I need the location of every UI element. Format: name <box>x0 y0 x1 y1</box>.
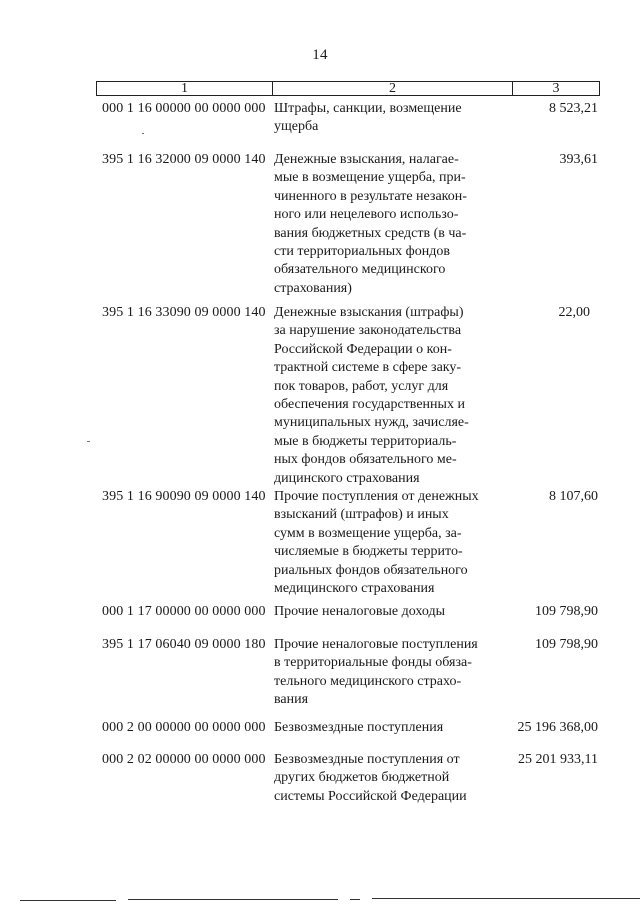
row-amount: 393,61 <box>559 152 598 167</box>
row-description: Безвозмездные поступления <box>274 720 444 735</box>
classification-code: 000 2 00 00000 00 0000 000 <box>102 720 266 735</box>
row-amount: 22,00 <box>558 305 590 320</box>
classification-code: 395 1 16 33090 09 0000 140 <box>102 305 266 320</box>
row-amount: 8 523,21 <box>549 101 598 116</box>
classification-code: 000 1 17 00000 00 0000 000 <box>102 604 266 619</box>
classification-code: 395 1 16 32000 09 0000 140 <box>102 152 266 167</box>
classification-code: 000 2 02 00000 00 0000 000 <box>102 752 266 767</box>
row-amount: 109 798,90 <box>535 637 598 652</box>
column-header-2: 2 <box>273 82 513 95</box>
row-amount: 25 196 368,00 <box>517 720 598 735</box>
row-amount: 109 798,90 <box>535 604 598 619</box>
row-amount: 8 107,60 <box>549 489 598 504</box>
row-description: Денежные взыскания, налагае- мые в возмещение ущерба, при- чиненного в результате незакон- ного или нецелевого использо- вания бюджетных средств (в ча- сти территориальных фондов обязательного медицинского страхования) <box>274 152 467 296</box>
classification-code: 395 1 16 90090 09 0000 140 <box>102 489 266 504</box>
classification-code: 000 1 16 00000 00 0000 000 <box>102 101 266 116</box>
scan-speck <box>142 133 144 134</box>
table-header <box>96 81 600 96</box>
row-description: Безвозмездные поступления от других бюджетов бюджетной системы Российской Федерации <box>274 752 467 804</box>
row-description: Штрафы, санкции, возмещение ущерба <box>274 101 462 135</box>
row-description: Прочие поступления от денежных взысканий (штрафов) и иных сумм в возмещение ущерба, за- числяемые в бюджеты террито- риальных фондов обязательного медицинского страхования <box>274 489 479 597</box>
column-header-1: 1 <box>97 82 273 95</box>
row-amount: 25 201 933,11 <box>518 752 598 767</box>
scan-edge-line <box>128 899 338 900</box>
row-description: Прочие неналоговые поступления в территориальные фонды обяза- тельного медицинского страхо- вания <box>274 637 478 708</box>
row-description: Прочие неналоговые доходы <box>274 604 446 619</box>
page-number: 14 <box>312 47 328 63</box>
row-description: Денежные взыскания (штрафы) за нарушение законодательства Российской Федерации о кон- трактной системе в сфере заку- пок товаров, работ, услуг для обеспечения государственных и муниципальных нужд, зачисляе- мые в бюджеты территориаль- ных фондов обязательного ме- дицинского страхования <box>274 305 469 486</box>
scan-edge-line <box>350 899 360 900</box>
column-header-3: 3 <box>552 81 560 96</box>
classification-code: 395 1 17 06040 09 0000 180 <box>102 637 266 652</box>
scan-speck <box>87 441 90 442</box>
scan-edge-line <box>20 900 116 901</box>
scan-edge-line <box>372 898 640 899</box>
